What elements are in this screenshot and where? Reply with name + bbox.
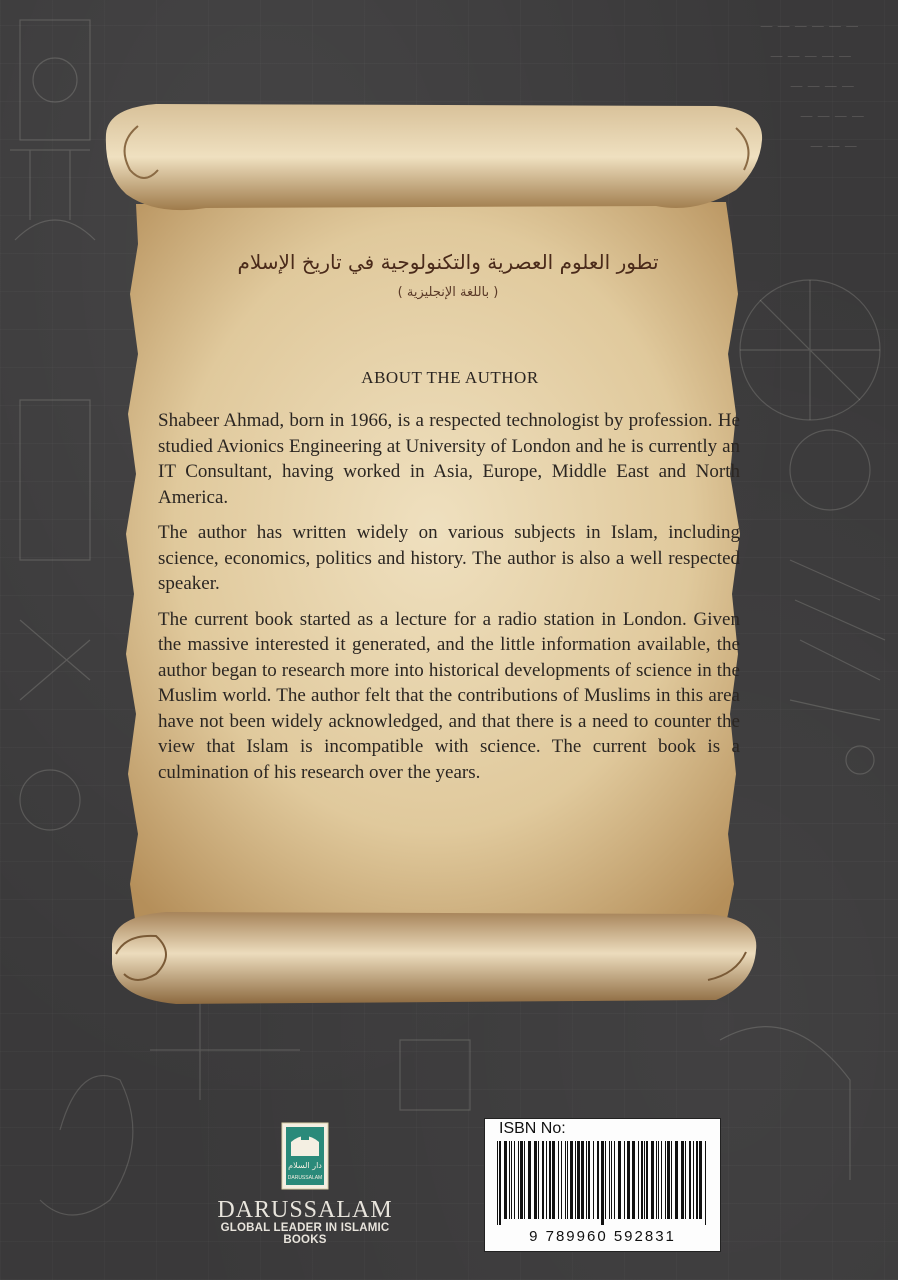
- barcode-bar: [561, 1141, 562, 1219]
- svg-text:— — — —: — — — —: [790, 79, 855, 94]
- barcode: [497, 1141, 709, 1225]
- isbn-label: ISBN No:: [499, 1120, 566, 1137]
- barcode-bar: [577, 1141, 580, 1219]
- barcode-bar: [644, 1141, 645, 1219]
- barcode-bar: [685, 1141, 686, 1219]
- barcode-bar: [605, 1141, 606, 1219]
- barcode-bar: [497, 1141, 498, 1225]
- paragraph-2: The author has written widely on various subjects in Islam, including science, economics, politics and history. The author is also a well respected speaker.: [158, 522, 740, 594]
- barcode-bar: [689, 1141, 691, 1219]
- barcode-bar: [593, 1141, 594, 1219]
- barcode-bar: [586, 1141, 587, 1219]
- barcode-bar: [675, 1141, 678, 1219]
- barcode-bar: [665, 1141, 666, 1219]
- arabic-subtitle: ( باللغة الإنجليزية ): [397, 285, 499, 300]
- barcode-bar: [614, 1141, 615, 1219]
- barcode-bar: [661, 1141, 662, 1219]
- barcode-bar: [627, 1141, 630, 1219]
- barcode-bar: [705, 1141, 706, 1225]
- barcode-bar: [611, 1141, 612, 1219]
- barcode-bar: [693, 1141, 694, 1219]
- barcode-bar: [618, 1141, 621, 1219]
- barcode-bar: [671, 1141, 672, 1219]
- barcode-bar: [549, 1141, 551, 1219]
- barcode-bar: [509, 1141, 510, 1219]
- barcode-bar: [632, 1141, 635, 1219]
- svg-text:— — — — —: — — — — —: [770, 49, 852, 64]
- barcode-bar: [518, 1141, 519, 1219]
- barcode-bar: [546, 1141, 547, 1219]
- barcode-bar: [567, 1141, 568, 1219]
- darussalam-logo-icon: [281, 1122, 329, 1190]
- barcode-bar: [601, 1141, 604, 1225]
- barcode-bar: [588, 1141, 590, 1219]
- barcode-bar: [524, 1141, 525, 1219]
- barcode-bar: [565, 1141, 566, 1219]
- publisher-logo: [200, 1122, 410, 1246]
- barcode-bar: [656, 1141, 657, 1219]
- barcode-bar: [520, 1141, 523, 1219]
- barcode-bar: [534, 1141, 537, 1219]
- barcode-bar: [570, 1141, 573, 1219]
- barcode-bar: [558, 1141, 559, 1219]
- barcode-bar: [511, 1141, 512, 1219]
- barcode-bar: [542, 1141, 544, 1219]
- barcode-bar: [504, 1141, 507, 1219]
- barcode-bar: [638, 1141, 639, 1219]
- barcode-bar: [696, 1141, 698, 1219]
- barcode-bar: [646, 1141, 648, 1219]
- barcode-bar: [651, 1141, 654, 1219]
- barcode-bar: [667, 1141, 670, 1219]
- barcode-bar: [609, 1141, 610, 1219]
- about-author-body: [158, 408, 740, 795]
- barcode-bar: [575, 1141, 576, 1219]
- isbn-number: 9 789960 592831: [529, 1228, 676, 1245]
- svg-text:— — — —: — — — —: [800, 109, 865, 124]
- barcode-bar: [641, 1141, 643, 1219]
- barcode-bar: [624, 1141, 625, 1219]
- barcode-bar: [597, 1141, 599, 1219]
- barcode-bar: [552, 1141, 555, 1219]
- logo-arabic-text: دار السلام: [288, 1161, 322, 1170]
- barcode-bar: [581, 1141, 584, 1219]
- barcode-bar: [699, 1141, 702, 1219]
- svg-text:— — — — — —: — — — — — —: [760, 19, 859, 34]
- about-author-heading: ABOUT THE AUTHOR: [361, 368, 539, 387]
- logo-sub-text: DARUSSALAM: [287, 1175, 323, 1181]
- svg-text:— — —: — — —: [810, 139, 858, 154]
- paragraph-3: The current book started as a lecture for a radio station in London. Given the massive interested it generated, and the little information available, the author began to research more into historical developments of science in the Muslim world. The author felt that the contributions of Muslims in this area have not been widely acknowledged, and that there is a need to counter the view that Islam is incompatible with science. The current book is a culmination of his research over the years.: [158, 608, 740, 783]
- isbn-barcode-box: [484, 1118, 721, 1252]
- publisher-tagline: GLOBAL LEADER IN ISLAMIC BOOKS: [220, 1222, 390, 1246]
- barcode-bar: [658, 1141, 659, 1219]
- barcode-bar: [538, 1141, 539, 1219]
- publisher-name: DARUSSALAM: [217, 1197, 393, 1223]
- barcode-bar: [681, 1141, 684, 1219]
- barcode-bar: [528, 1141, 531, 1219]
- barcode-bar: [514, 1141, 515, 1219]
- arabic-title: تطور العلوم العصرية والتكنولوجية في تاريخ الإسلام: [237, 250, 659, 274]
- barcode-bar: [499, 1141, 501, 1225]
- paragraph-1: Shabeer Ahmad, born in 1966, is a respected technologist by profession. He studied Avionics Engineering at University of London and he is currently an IT Consultant, having worked in Asia, Europe, Middle East and North America.: [158, 410, 740, 508]
